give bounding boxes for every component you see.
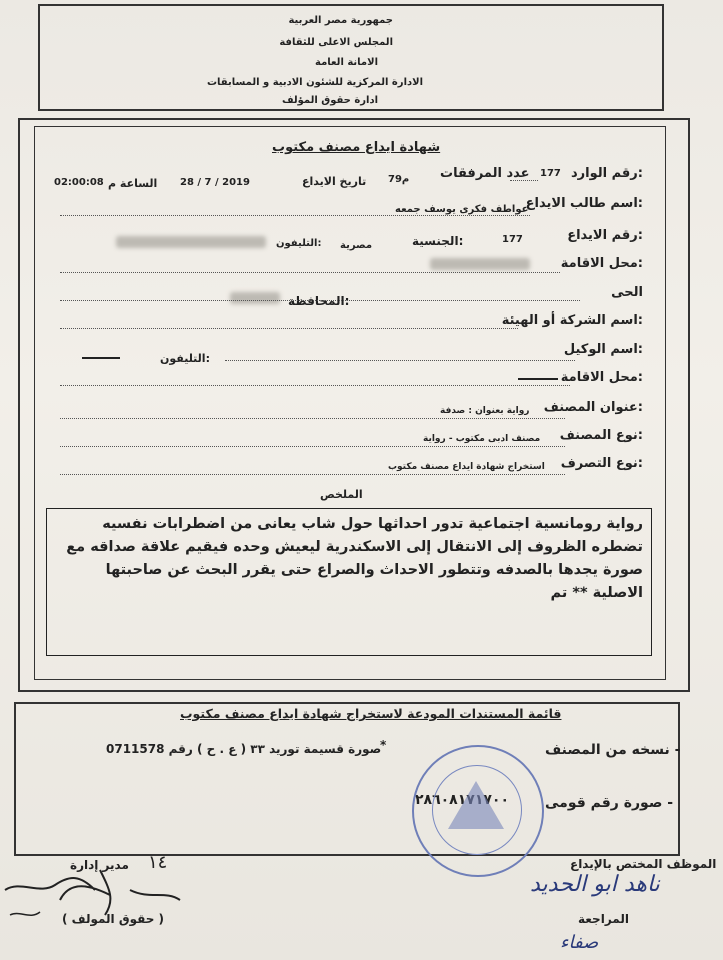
deposit-no-value: 177 xyxy=(502,234,523,245)
district-label: الحى xyxy=(611,285,643,300)
agent-label: اسم الوكيل: xyxy=(563,342,643,357)
attachments-value: 79م xyxy=(388,174,410,185)
agent-dots xyxy=(225,360,575,361)
time-value: 02:00:08 xyxy=(54,177,104,188)
phone-redacted xyxy=(116,236,266,248)
deposit-no-label: رقم الايداع: xyxy=(567,228,643,243)
header-line-department: ادارة حقوق المؤلف xyxy=(281,95,378,106)
receipt-text: صورة قسيمة توريد ٣٣ ( ع . ح ) رقم 0711578 xyxy=(106,742,382,756)
work-title-label: عنوان المصنف: xyxy=(543,400,643,415)
national-id-number: ٢٨٦٠٨١٧١٧٠٠ xyxy=(415,792,509,808)
district-redacted xyxy=(230,292,280,304)
documents-box xyxy=(14,702,680,856)
agent-phone-dash xyxy=(82,357,120,359)
employee-label: الموظف المختص بالإيداع xyxy=(570,857,717,871)
summary-text: رواية رومانسية اجتماعية تدور احداثها حول شاب يعانى من اضطرابات نفسيه تضطره الظروف إلى الانتقال إلى الاسكندرية ليعيش وحده فيقيم علاقة صداقه مع صورة يجدها بالصدفه وتتطور الاحداث والصراع حتى يقرر البحث عن صاحبتها الاصلية ** تم xyxy=(66,516,643,601)
certificate-title: شهادة ايداع مصنف مكتوب xyxy=(272,140,441,155)
official-stamp-icon xyxy=(412,745,544,877)
doc-item-copy: - نسخه من المصنف xyxy=(545,742,681,758)
applicant-value: عواطف فكرى يوسف جمعه xyxy=(395,204,529,215)
summary-box xyxy=(46,508,652,656)
deposit-date-value: 28 / 7 / 2019 xyxy=(180,177,250,188)
action-type-dots xyxy=(60,474,565,475)
incoming-value: 177 xyxy=(540,168,561,179)
header-line-secretariat: الامانة العامة xyxy=(315,57,378,68)
agent-residence-dash xyxy=(518,378,558,380)
company-label: اسم الشركة أو الهيئة: xyxy=(501,313,643,328)
summary-label: الملخص xyxy=(320,488,363,501)
work-type-value: مصنف ادبى مكتوب - رواية xyxy=(423,434,541,444)
work-type-label: نوع المصنف: xyxy=(559,428,643,443)
action-type-value: استخراج شهادة ايداع مصنف مكتوب xyxy=(388,462,545,472)
nationality-label: الجنسية: xyxy=(412,234,464,248)
receipt-star: * xyxy=(380,738,387,752)
handwritten-date: ١٤ xyxy=(148,852,168,873)
district-dots xyxy=(60,300,580,301)
header-line-administration: الادارة المركزية للشئون الادبية و المسابقات xyxy=(206,77,423,88)
header-line-country: جمهورية مصر العربية xyxy=(288,15,393,26)
attachments-label: عدد المرفقات xyxy=(440,166,530,181)
governorate-label: المحافظة: xyxy=(288,294,350,308)
review-label: المراجعة xyxy=(578,912,629,926)
applicant-dots xyxy=(60,215,530,216)
work-type-dots xyxy=(60,446,565,447)
manager-label: مدير إدارة xyxy=(70,858,129,872)
company-dots xyxy=(60,328,518,329)
applicant-label: اسم طالب الايداع: xyxy=(525,196,643,211)
work-title-value: رواية بعنوان : صدفة xyxy=(440,406,530,416)
doc-item-national-id: - صورة رقم قومى xyxy=(545,795,674,811)
residence-dots xyxy=(60,272,560,273)
time-label: الساعة م xyxy=(108,177,158,190)
agent-phone-label: التليفون: xyxy=(160,352,210,365)
agent-residence-dots xyxy=(60,385,570,386)
phone-label: التليفون: xyxy=(276,238,322,249)
manager-signature-icon xyxy=(0,860,200,960)
employee-signature: ناهد ابو الحديد xyxy=(530,872,660,897)
residence-label: محل الاقامة: xyxy=(560,256,643,271)
manager-department: ( حقوق المولف ) xyxy=(62,912,165,926)
documents-title: قائمة المستندات المودعة لاستخراج شهادة ايداع مصنف مكتوب xyxy=(180,706,562,721)
nationality-value: مصرية xyxy=(340,240,373,251)
review-signature: صفاء xyxy=(560,932,599,953)
action-type-label: نوع التصرف: xyxy=(560,456,643,471)
header-line-council: المجلس الاعلى للثقافة xyxy=(279,37,393,48)
agent-residence-label: محل الاقامة: xyxy=(560,370,643,385)
residence-redacted xyxy=(430,258,530,270)
work-title-dots xyxy=(60,418,565,419)
incoming-label: رقم الوارد: xyxy=(570,166,643,181)
deposit-date-label: تاريخ الايداع xyxy=(302,175,367,188)
